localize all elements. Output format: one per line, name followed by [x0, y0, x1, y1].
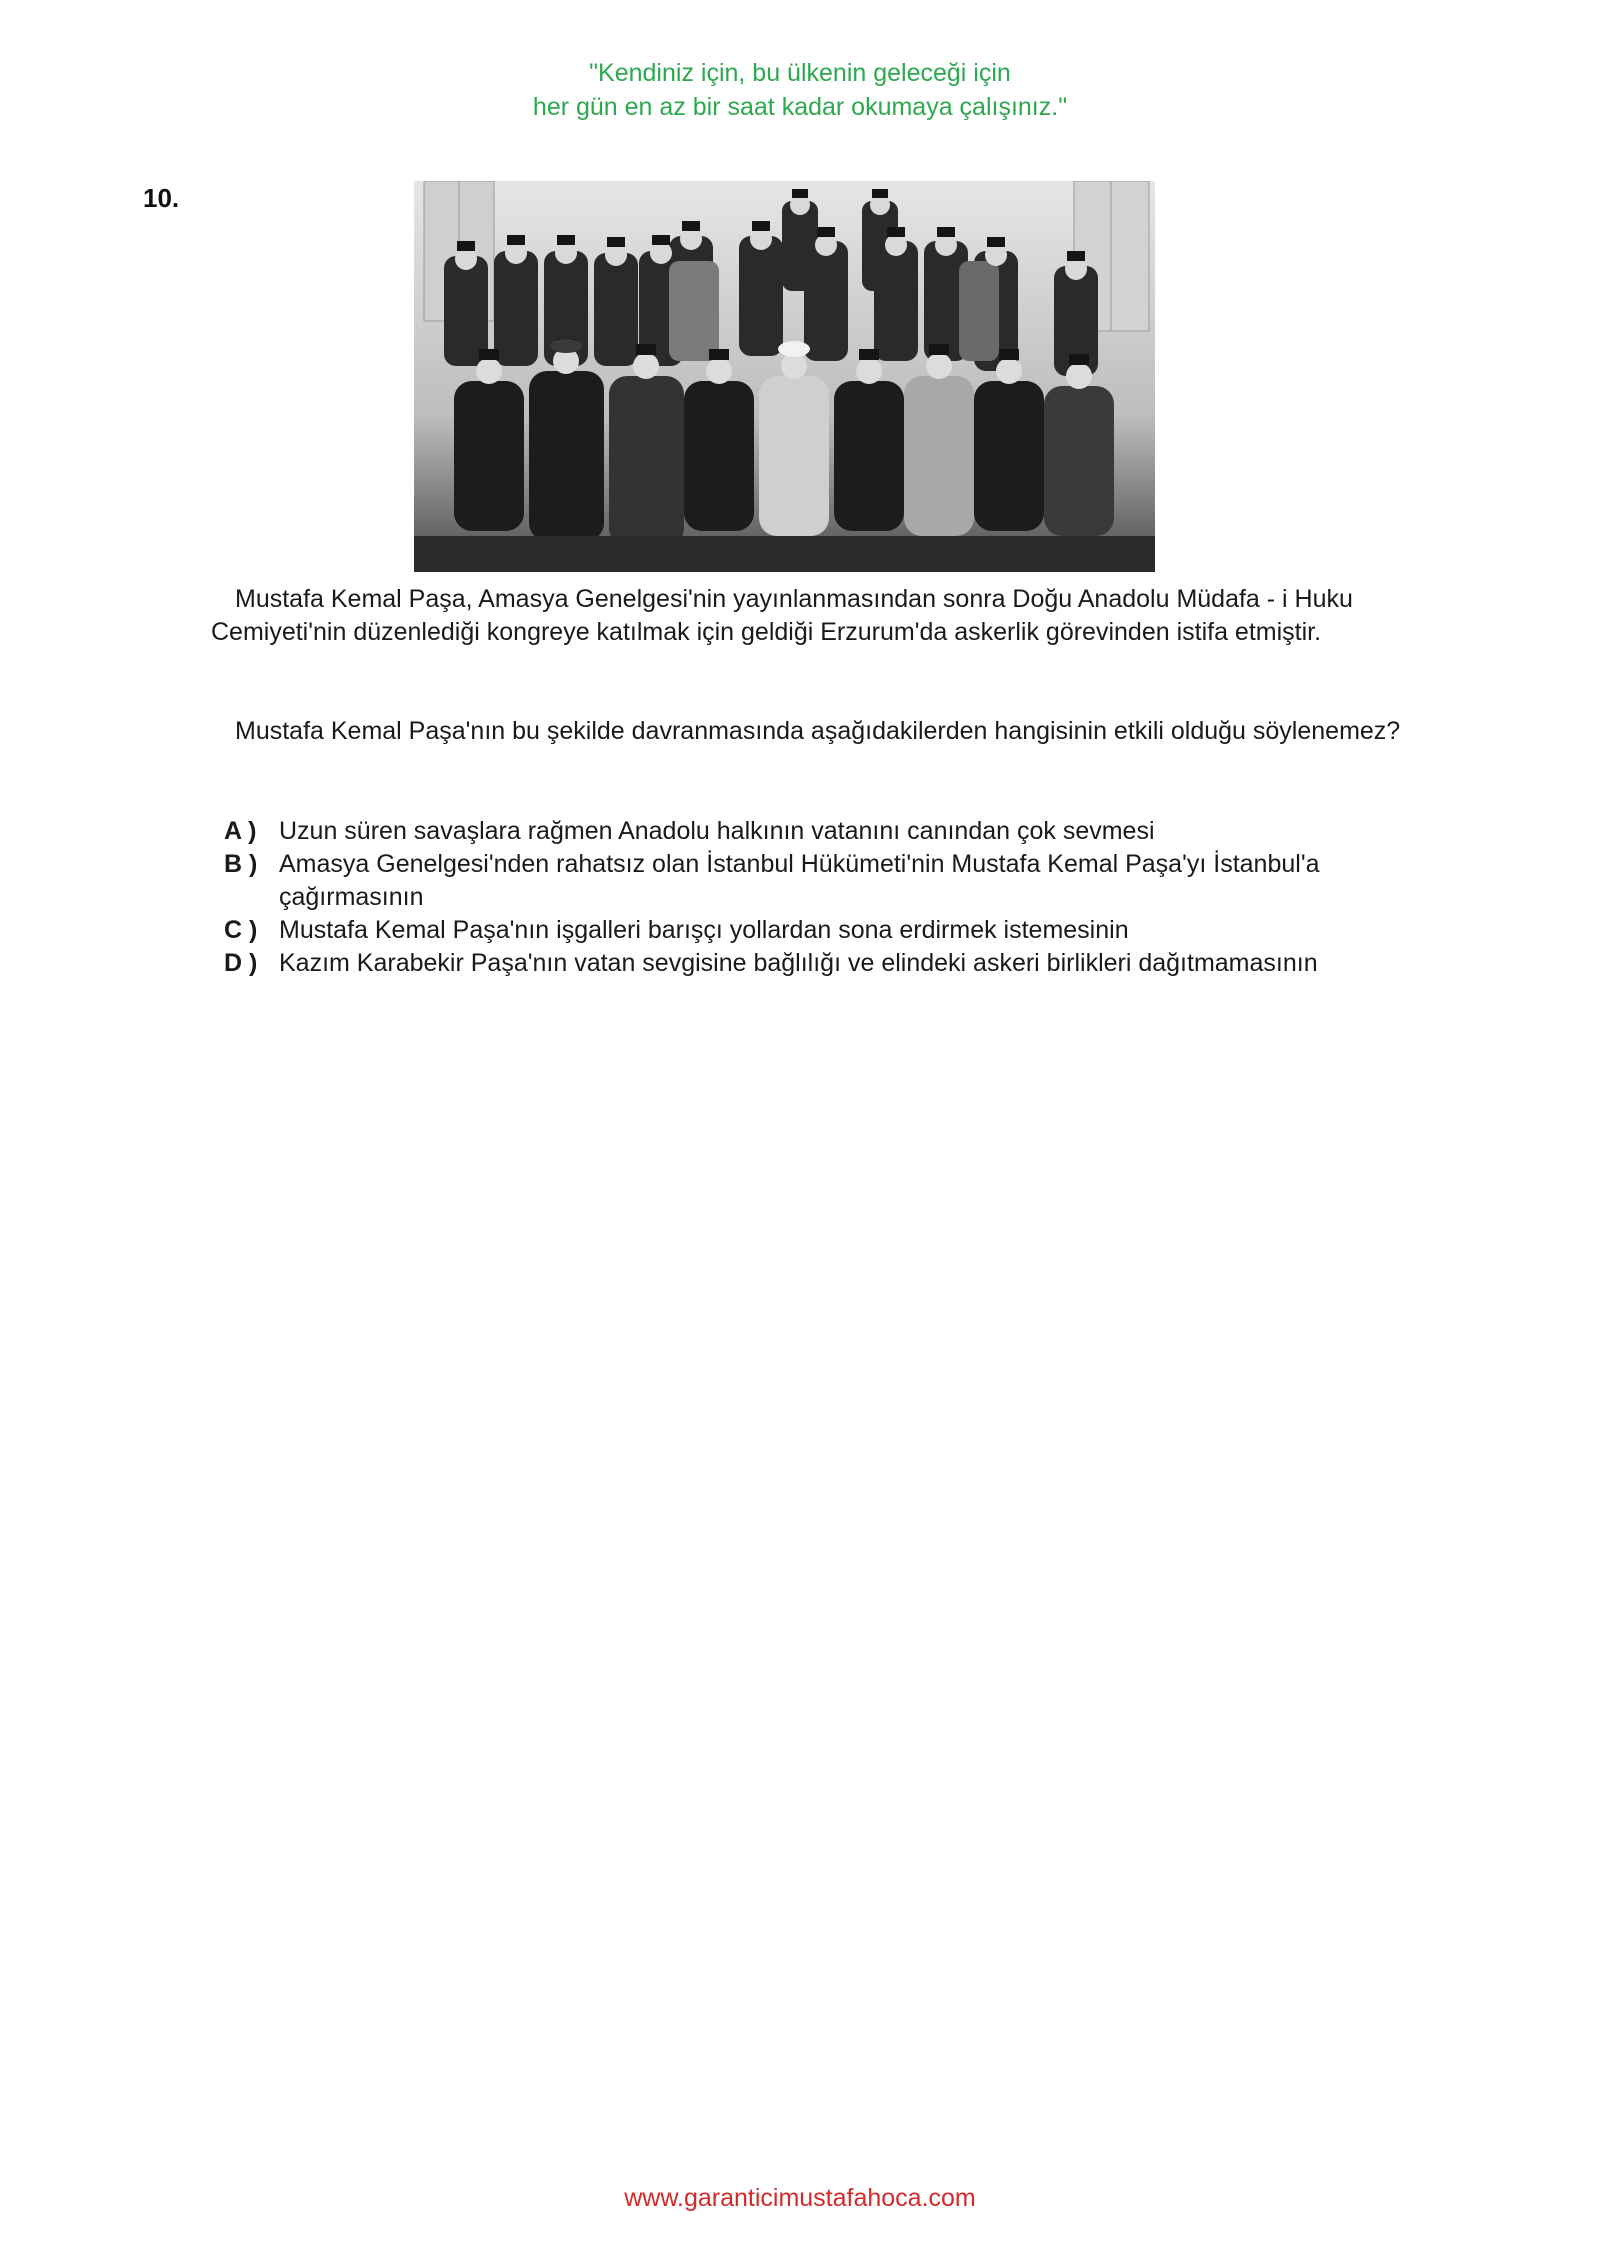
question-paragraph-1 [211, 583, 1411, 649]
historical-group-photo [414, 181, 1155, 572]
option-b[interactable] [211, 848, 1411, 914]
question-number: 10. [143, 183, 180, 213]
footer-website-link[interactable]: www.garanticimustafahoca.com [624, 2184, 976, 2212]
paragraph-1-text: Mustafa Kemal Paşa, Amasya Genelgesi'nin yayınlanmasından sonra Doğu Anadolu Müdafa - i Huku Cemiyeti'nin düzenlediği kongreye katılmak için geldiği Erzurum'da askerlik görevinden istifa etmiştir. [211, 585, 1353, 646]
quote-line-1: "Kendiniz için, bu ülkenin geleceği için [589, 59, 1011, 87]
paragraph-2-text: Mustafa Kemal Paşa'nın bu şekilde davranmasında aşağıdakilerden hangisinin etkili olduğu söylenemez? [235, 717, 1401, 745]
option-c[interactable] [211, 914, 1411, 947]
question-paragraph-2 [211, 715, 1411, 748]
option-letter: B ) [224, 850, 258, 878]
motivational-quote [0, 56, 1600, 124]
option-letter: C ) [224, 916, 258, 944]
answer-options [211, 815, 1411, 980]
option-letter: D ) [224, 949, 258, 977]
option-text: Uzun süren savaşlara rağmen Anadolu halkının vatanını canından çok sevmesi [279, 817, 1155, 845]
quote-line-2: her gün en az bir saat kadar okumaya çalışınız." [532, 93, 1068, 121]
option-letter: A ) [224, 817, 257, 845]
option-a[interactable] [211, 815, 1411, 848]
option-d[interactable] [211, 947, 1411, 980]
option-text: Amasya Genelgesi'nden rahatsız olan İstanbul Hükümeti'nin Mustafa Kemal Paşa'yı İstanbul'a çağırmasının [279, 850, 1320, 911]
option-text: Mustafa Kemal Paşa'nın işgalleri barışçı yollardan sona erdirmek istemesinin [279, 916, 1129, 944]
option-text: Kazım Karabekir Paşa'nın vatan sevgisine bağlılığı ve elindeki askeri birlikleri dağıtmamasının [279, 949, 1318, 977]
